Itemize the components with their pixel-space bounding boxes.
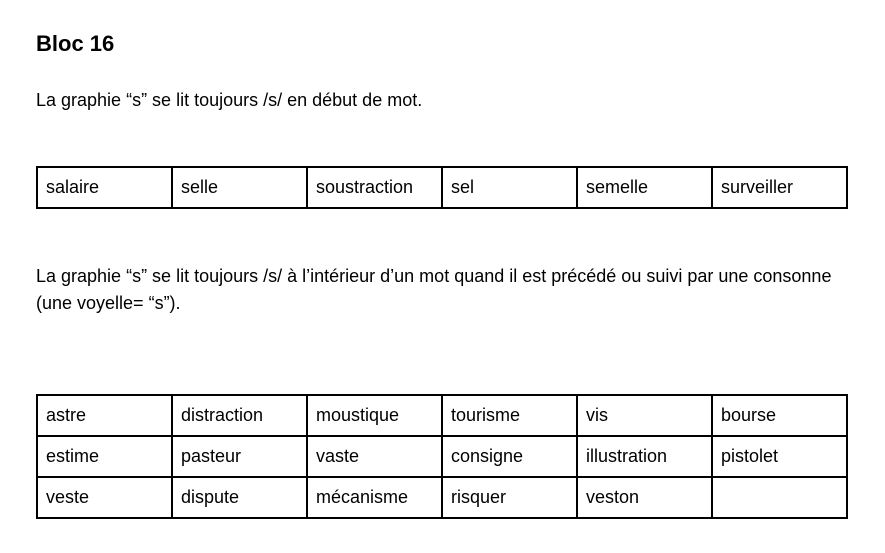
word-table-initial-s: [36, 166, 848, 209]
word-cell: salaire: [37, 167, 172, 208]
empty-cell: [712, 477, 847, 518]
page-title: Bloc 16: [36, 31, 115, 56]
word-cell: dispute: [172, 477, 307, 518]
word-cell: vis: [577, 395, 712, 436]
word-cell: semelle: [577, 167, 712, 208]
word-cell: tourisme: [442, 395, 577, 436]
word-cell: selle: [172, 167, 307, 208]
table-row: [37, 167, 847, 208]
word-cell: astre: [37, 395, 172, 436]
word-cell: vaste: [307, 436, 442, 477]
word-cell: consigne: [442, 436, 577, 477]
table-row: [37, 395, 847, 436]
word-table-s-near-consonant: [36, 394, 848, 519]
table-row: [37, 477, 847, 518]
word-cell: estime: [37, 436, 172, 477]
word-cell: bourse: [712, 395, 847, 436]
word-cell: veste: [37, 477, 172, 518]
word-cell: surveiller: [712, 167, 847, 208]
rule-s-near-consonant: La graphie “s” se lit toujours /s/ à l’intérieur d’un mot quand il est précédé ou suivi par une consonne (une voyelle= “s”).: [36, 266, 832, 313]
word-cell: soustraction: [307, 167, 442, 208]
word-cell: illustration: [577, 436, 712, 477]
word-cell: sel: [442, 167, 577, 208]
word-cell: distraction: [172, 395, 307, 436]
word-cell: risquer: [442, 477, 577, 518]
rule-initial-s: La graphie “s” se lit toujours /s/ en début de mot.: [36, 90, 423, 110]
word-cell: pistolet: [712, 436, 847, 477]
word-cell: moustique: [307, 395, 442, 436]
word-cell: veston: [577, 477, 712, 518]
word-cell: mécanisme: [307, 477, 442, 518]
word-cell: pasteur: [172, 436, 307, 477]
table-row: [37, 436, 847, 477]
